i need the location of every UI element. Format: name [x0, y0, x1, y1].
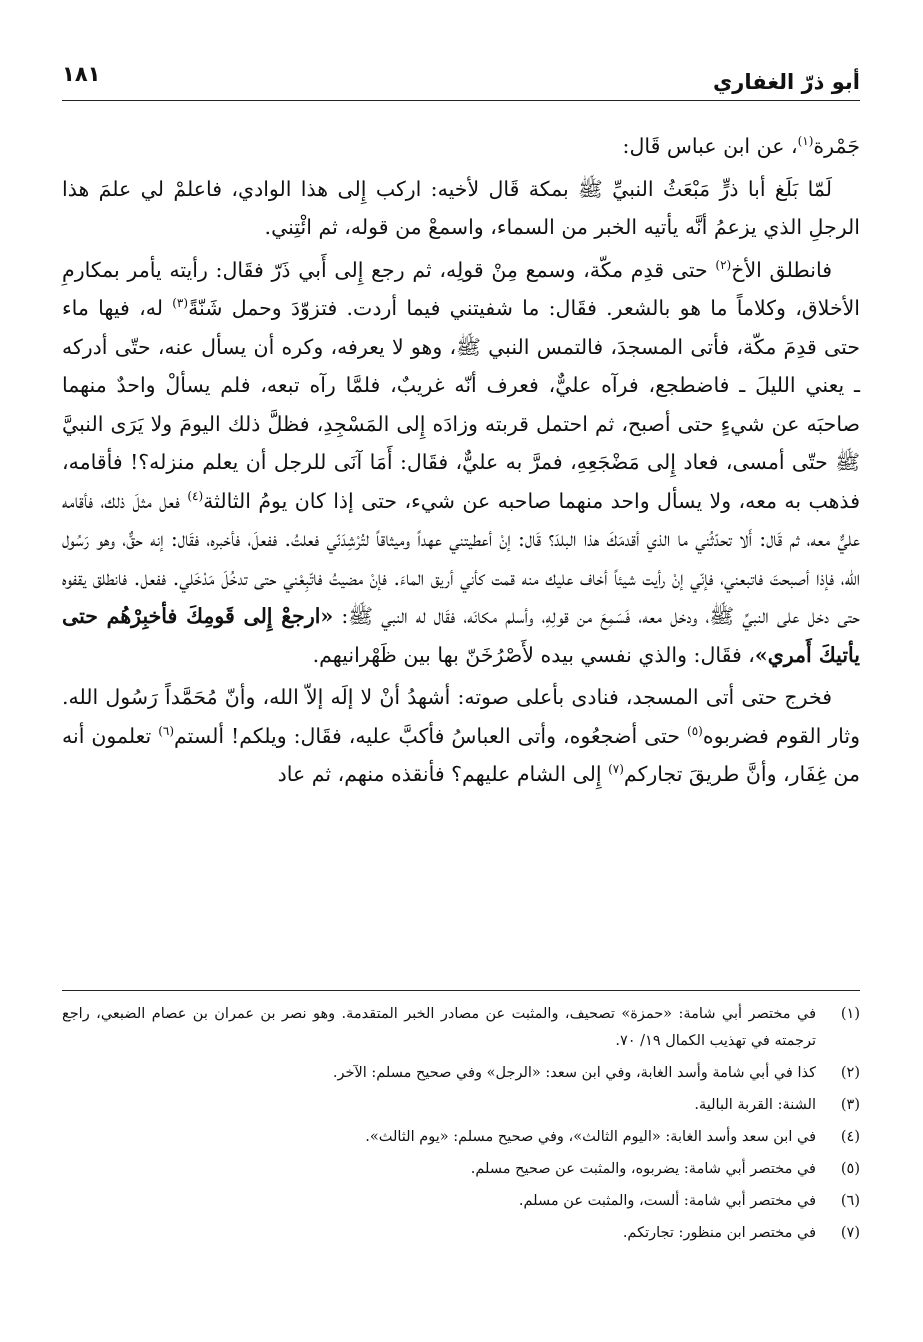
text-run: له، فيها ماء حتى قدِمَ مكّة، فأتى المسجدَ، فالتمس النبي ﷺ، وهو لا يعرفه، وكره أن يسأل عنه، حتّى أدركه ـ يعني الليلَ ـ فاضطجع، فرآه عليٌّ، فعرف أنّه غريبٌ، فلمَّا رآه تبعه، فلم يسألْ واحدٌ منهما صاحبَه عن شيءٍ حتى أصبح، ثم احتمل قربته وزادَه إِلى المَسْجِدِ، فظلَّ ذلك اليومَ ولا يَرَى النبيَّ ﷺ حتّى أمسى، فعاد إِلى مَضْجَعِهِ، فمرَّ به عليٌّ، فقَال: أَمَا آنَى للرجل أن يعلم منزله؟! فأقامه، فذهب به معه، ولا يسأل واحد منهما صاحبه عن شيء، حتى إذا كان يومُ الثالثة: [62, 296, 860, 513]
footnote-text: في مختصر ابن منظور: تجارتكم.: [622, 1225, 816, 1241]
paragraph-1: [62, 127, 860, 166]
page-number: ١٨١: [62, 62, 101, 86]
footnote-item: [62, 1188, 860, 1215]
footnote-item: [62, 1060, 860, 1087]
text-run: فعل مثلَ ذلك، فأقامه عليٌّ معه، ثم قَال: أَلا تحدّثُني ما الذي أقدمَكَ هذا البلدَ؟ قَال: إنْ أعطيتني عهداً وميثاقاً لتُرْشِدَنّي فعلتُ. ففعلَ، فأخبره، فقَال: إنه حقٌّ، وهو رَسُول الله، فإذا أصبحتَ فاتبعني، فإنّي إنْ رأيت شيئاً أخاف عليك منه قمت كأني أريق الماءَ. فإنْ مضيتُ فاتّبِعْني حتى تدخُلَ مَدْخَلي. ففعل. فانطلق يقفوه حتى دخل على النبيِّ ﷺ، ودخل معه، فَسَمِعَ من قولِهِ، وأسلم مكانَه، فقَال له النبي ﷺ:: [62, 488, 860, 628]
text-run: ، فقَال: والذي نفسي بيده لأَصْرُخَنّ بها بين ظَهْرانيهم.: [312, 642, 755, 667]
footnote-item: [62, 1220, 860, 1247]
text-run: فانطلق الأخ: [731, 257, 832, 282]
footnote-item: [62, 1124, 860, 1151]
footnote-text: في مختصر أبي شامة: «حمزة» تصحيف، والمثبت عن مصادر الخبر المتقدمة. وهو نصر بن عمران بن عصام الضبعي، راجع ترجمته في تهذيب الكمال ١٩/ ٧٠.: [62, 1006, 816, 1049]
footnote-item: [62, 1156, 860, 1183]
footnote-ref: (٧): [608, 762, 624, 777]
footnote-number: (٦): [840, 1193, 860, 1209]
footnote-number: (٣): [840, 1097, 860, 1113]
footnote-ref: (٦): [158, 723, 175, 738]
footnote-ref: (٥): [687, 723, 703, 738]
main-text: [62, 127, 860, 794]
footnote-ref: (٢): [715, 257, 732, 272]
footnote-number: (٧): [840, 1225, 860, 1241]
text-run: ، عن ابن عباس قَال:: [622, 134, 798, 158]
footnotes-section: [62, 990, 860, 1252]
footnote-ref: (٤): [187, 488, 204, 503]
running-header: [62, 58, 860, 101]
text-run: حتى أضجعُوه، وأتى العباسُ فأكبَّ عليه، فقَال: ويلكم! ألستم: [174, 723, 687, 748]
footnote-ref: (٣): [172, 296, 189, 311]
paragraph-4: [62, 678, 860, 794]
footnote-item: [62, 1092, 860, 1119]
text-run: حتى قدِم مكّة، وسمع مِنْ قولِه، ثم رجع إِلى أَبي ذَرّ فقَال: رأيته يأمر بمكارمِ الأخلاق، وكلاماً ما هو بالشعر. فقَال: ما شفيتني فيما أردت. فتزوّدَ وحمل شَنّةً: [62, 257, 861, 320]
footnote-ref: (١): [797, 134, 814, 149]
footnote-number: (٥): [840, 1161, 860, 1177]
text-run: تعلمون أنه من غِفَار، وأنَّ طريقَ تجاركم: [62, 723, 860, 786]
text-run: فخرج حتى أتى المسجد، فنادى بأعلى صوته: أشهدُ أنْ لا إلَه إلاّ الله، وأنّ مُحَمَّداً رَسُول الله. وثار القوم فضربوه: [62, 685, 861, 748]
book-page: [62, 58, 860, 1308]
footnote-number: (١): [840, 1006, 860, 1022]
footnote-text: كذا في أبي شامة وأسد الغابة، وفي ابن سعد: «الرجل» وفي صحيح مسلم: الآخر.: [332, 1065, 816, 1081]
hadith-quote: «ارجعْ إِلى قَومِكَ فأخبِرْهُم حتى يأتيكَ أَمري»: [62, 604, 860, 667]
paragraph-2: لَمّا بَلَغ أبا ذرٍّ مَبْعَثُ النبيِّ ﷺ بمكة قَال لأخيه: اركب إِلى هذا الوادي، فاعلمْ لي علمَ هذا الرجلِ الذي يزعمُ أنَّه يأتيه الخبر من السماء، واسمعْ من قوله، ثم ائْتِني.: [62, 176, 860, 239]
footnote-text: في ابن سعد وأسد الغابة: «اليوم الثالث»، وفي صحيح مسلم: «يوم الثالث».: [365, 1129, 816, 1145]
footnote-text: الشنة: القربة البالية.: [694, 1097, 816, 1113]
paragraph-3: [62, 251, 860, 675]
footnote-number: (٤): [840, 1129, 860, 1145]
footnote-item: [62, 1001, 860, 1055]
text-run: جَمْرة: [813, 134, 860, 158]
footnote-text: في مختصر أبي شامة: يضربوه، والمثبت عن صحيح مسلم.: [470, 1161, 816, 1177]
text-run: إِلى الشام عليهم؟ فأنقذه منهم، ثم عاد: [277, 762, 609, 786]
chapter-title: أبو ذرّ الغفاري: [712, 70, 860, 94]
footnote-number: (٢): [840, 1065, 860, 1081]
footnote-text: في مختصر أبي شامة: ألست، والمثبت عن مسلم.: [518, 1193, 816, 1209]
